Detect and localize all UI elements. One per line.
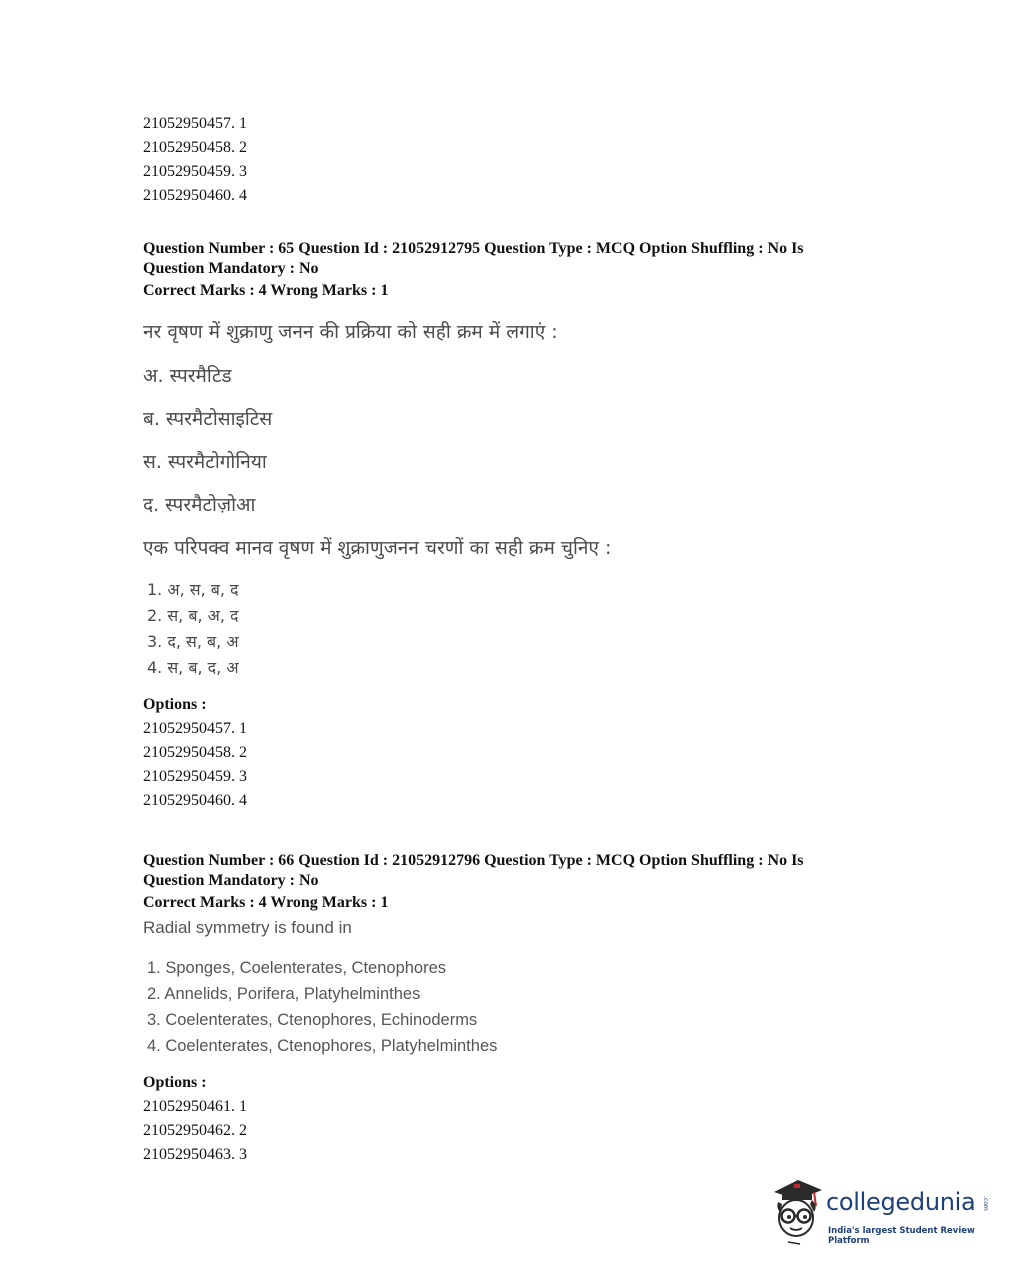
option-line: 21052950460. 4 <box>143 187 247 204</box>
logo-com-text: .com <box>982 1196 989 1211</box>
option-line: 21052950457. 1 <box>143 720 247 737</box>
option-line: 21052950463. 3 <box>143 1146 247 1163</box>
options-label: Options : <box>143 696 207 713</box>
answer-choice: 1. Sponges, Coelenterates, Ctenophores <box>147 959 447 977</box>
statement-item: ब. स्परमैटोसाइटिस <box>143 408 273 430</box>
answer-choice: 2. स, ब, अ, द <box>147 606 239 625</box>
answer-choice: 4. स, ब, द, अ <box>147 658 239 677</box>
answer-choice: 2. Annelids, Porifera, Platyhelminthes <box>147 985 421 1003</box>
previous-question-options <box>143 112 247 208</box>
option-line: 21052950458. 2 <box>143 139 247 156</box>
question-text: नर वृषण में शुक्राणु जनन की प्रक्रिया को सही क्रम में लगाएं : <box>143 321 558 343</box>
option-line: 21052950460. 4 <box>143 792 247 809</box>
collegedunia-logo <box>768 1178 993 1248</box>
question-text: Radial symmetry is found in <box>143 918 352 937</box>
option-line: 21052950459. 3 <box>143 768 247 785</box>
question-66 <box>143 851 983 1167</box>
question-marks: Correct Marks : 4 Wrong Marks : 1 <box>143 894 389 911</box>
options-label: Options : <box>143 1074 207 1091</box>
question-header-cont: Question Mandatory : No <box>143 872 319 889</box>
logo-tagline: India's largest Student Review Platform <box>828 1226 975 1246</box>
option-line: 21052950457. 1 <box>143 115 247 132</box>
question-text-2: एक परिपक्व मानव वृषण में शुक्राणुजनन चरणों का सही क्रम चुनिए : <box>143 537 612 559</box>
answer-choice: 3. Coelenterates, Ctenophores, Echinoderms <box>147 1011 478 1029</box>
question-header-cont: Question Mandatory : No <box>143 260 319 277</box>
answer-choice: 4. Coelenterates, Ctenophores, Platyhelminthes <box>147 1037 498 1055</box>
option-line: 21052950461. 1 <box>143 1098 247 1115</box>
mascot-icon <box>768 1178 824 1248</box>
option-line: 21052950458. 2 <box>143 744 247 761</box>
question-marks: Correct Marks : 4 Wrong Marks : 1 <box>143 282 389 299</box>
option-line: 21052950462. 2 <box>143 1122 247 1139</box>
statement-item: अ. स्परमैटिड <box>143 365 232 387</box>
option-line: 21052950459. 3 <box>143 163 247 180</box>
answer-choices <box>143 577 983 681</box>
statement-item: द. स्परमैटोज़ोआ <box>143 494 256 516</box>
question-header: Question Number : 65 Question Id : 21052912795 Question Type : MCQ Option Shuffling : No Is <box>143 240 804 257</box>
answer-choice: 3. द, स, ब, अ <box>147 632 239 651</box>
answer-choice: 1. अ, स, ब, द <box>147 580 239 599</box>
question-header: Question Number : 66 Question Id : 21052912796 Question Type : MCQ Option Shuffling : No Is <box>143 852 804 869</box>
answer-choices <box>143 955 983 1059</box>
question-65 <box>143 239 983 813</box>
statement-item: स. स्परमैटोगोनिया <box>143 451 267 473</box>
logo-brand-text: collegedunia <box>826 1188 976 1216</box>
